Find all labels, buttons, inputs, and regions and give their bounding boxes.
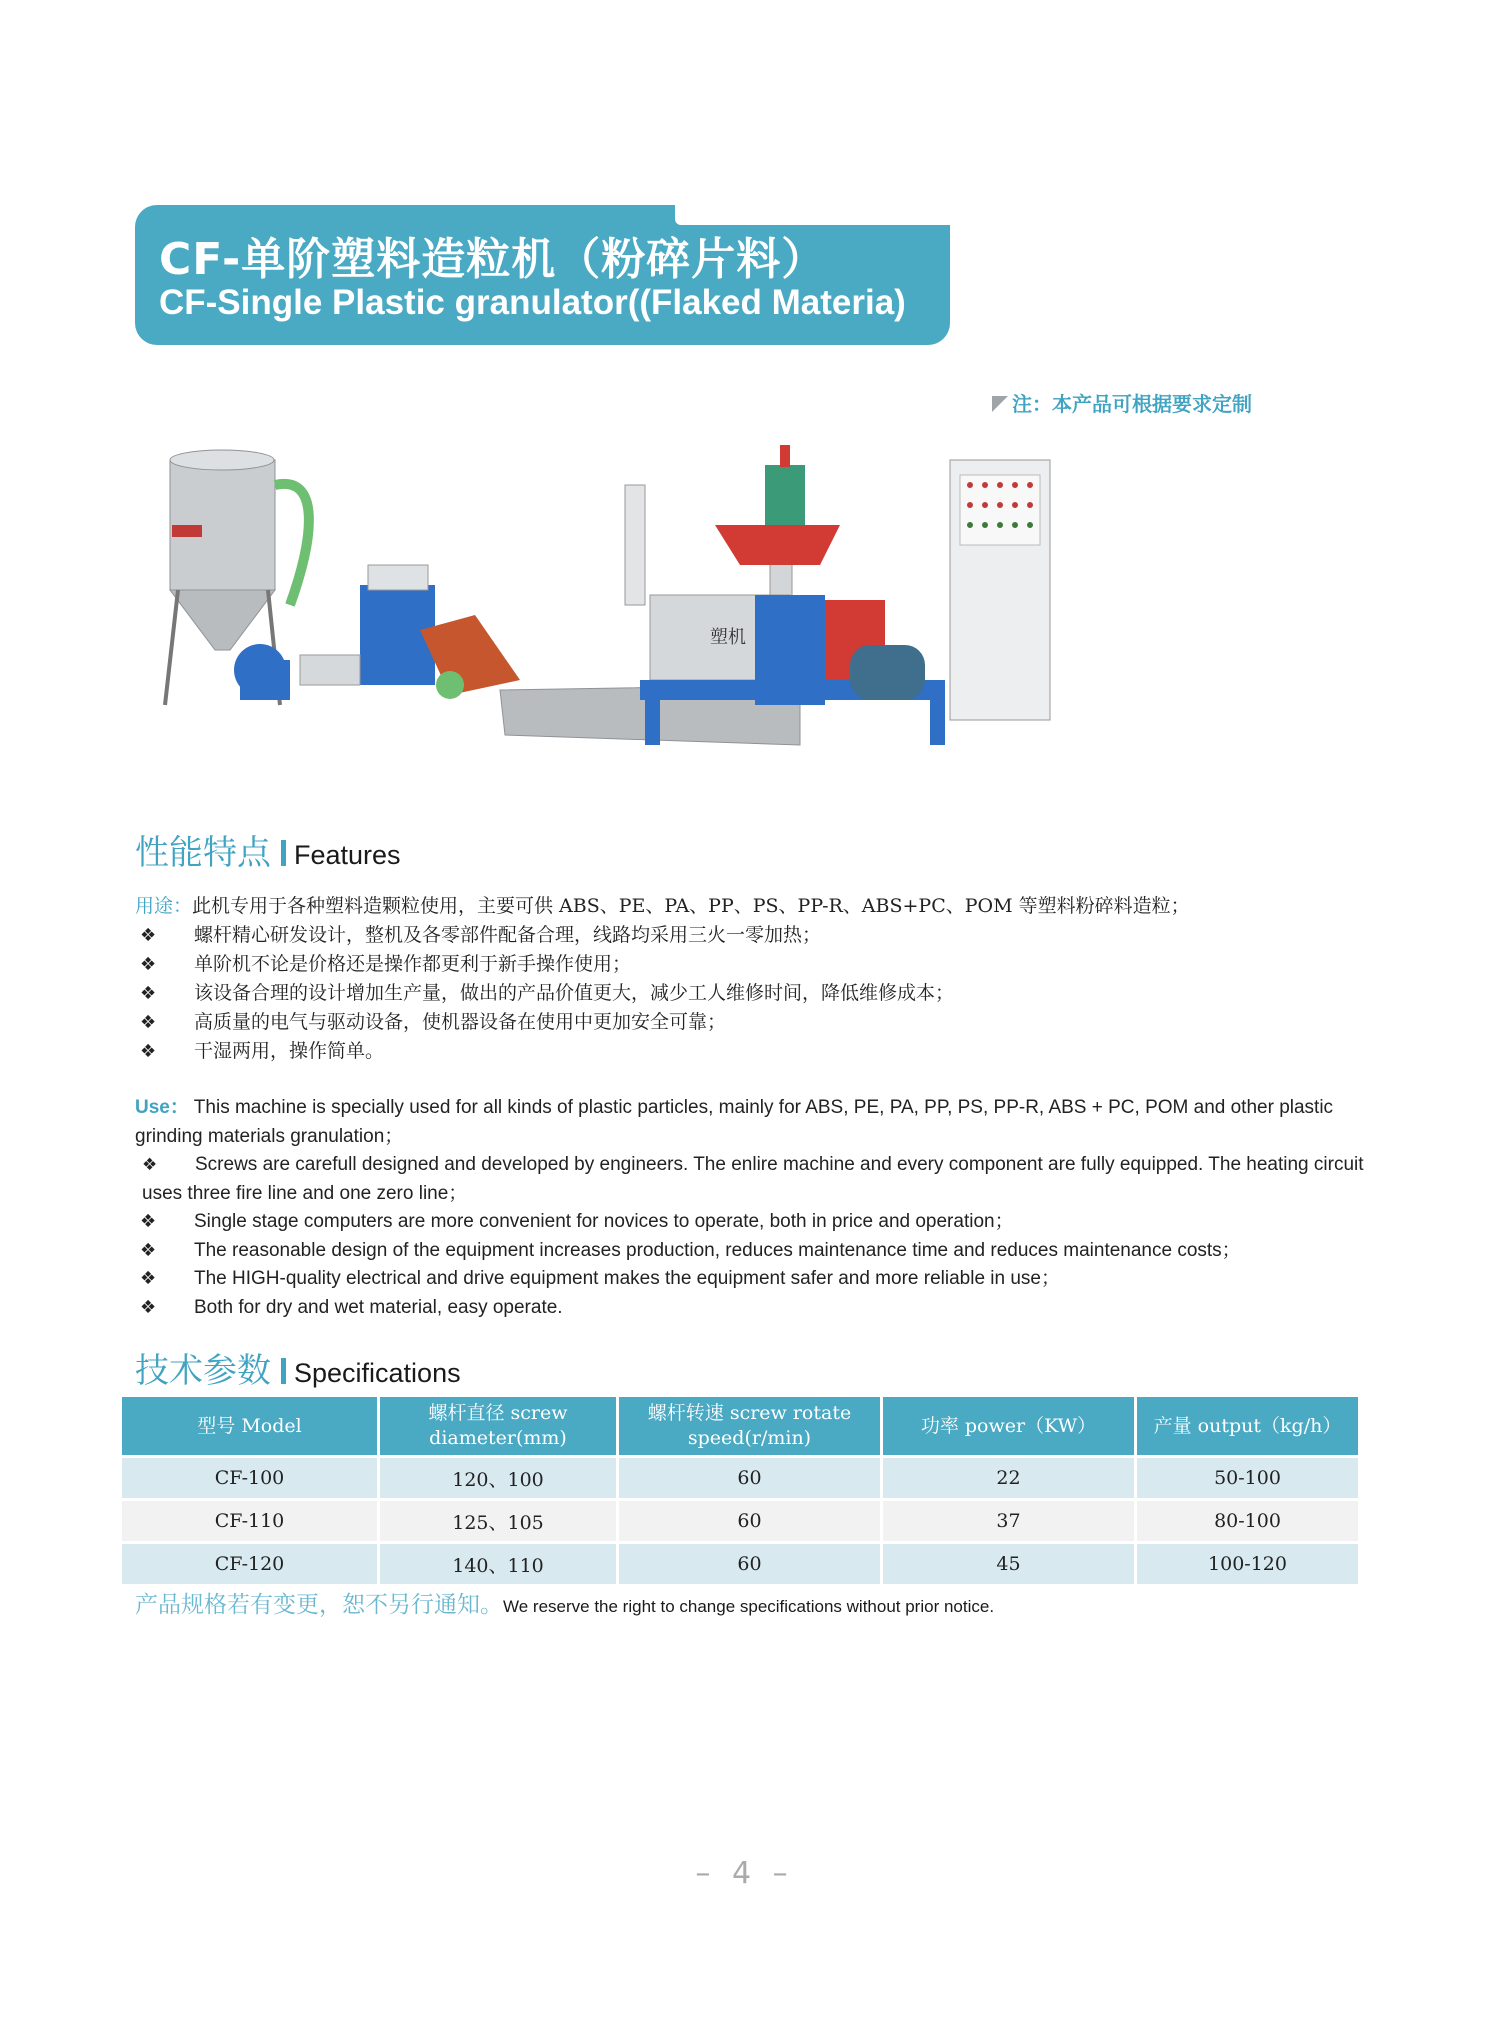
table-header-row (122, 1397, 1358, 1457)
title-banner-notch (675, 203, 952, 225)
bullet-icon: ❖ (140, 983, 157, 1004)
table-row (122, 1500, 1358, 1543)
table-row (122, 1543, 1358, 1585)
bullet-icon: ❖ (140, 1012, 157, 1033)
list-item: ❖ 单阶机不论是价格还是操作都更利于新手操作使用； (135, 950, 1385, 979)
list-item: ❖ Single stage computers are more convenient for novices to operate, both in price and operation； (135, 1208, 1395, 1237)
col-power: 功率 power（KW） (882, 1397, 1136, 1457)
cell: 60 (618, 1457, 882, 1500)
bullet-icon: ❖ (140, 954, 157, 975)
features-heading: 性能特点 Features (135, 833, 401, 873)
machine-label: 塑机 (710, 627, 746, 648)
specifications-heading: 技术参数 Specifications (135, 1351, 461, 1391)
list-item: ❖ Screws are carefull designed and developed by engineers. The enlire machine and every component are fully equipped. The heating circuit uses three fire line and one zero line； (135, 1151, 1395, 1208)
col-output: 产量 output（kg/h） (1136, 1397, 1359, 1457)
bullet-icon: ❖ (140, 1041, 157, 1062)
cell: CF-110 (122, 1500, 379, 1543)
list-item: ❖ The reasonable design of the equipment increases production, reduces maintenance time and reduces maintenance costs； (135, 1237, 1395, 1266)
cell: 125、105 (379, 1500, 618, 1543)
col-screw-speed: 螺杆转速 screw rotate speed(r/min) (618, 1397, 882, 1457)
customization-note: 注：本产品可根据要求定制 (992, 388, 1252, 417)
granulator-machine-illustration (150, 445, 1350, 805)
spec-change-notice: 产品规格若有变更，恕不另行通知。We reserve the right to change specifications without prior notice. (135, 1592, 995, 1618)
title-banner (135, 205, 950, 345)
list-item: ❖ 螺杆精心研发设计，整机及各零部件配备合理，线路均采用三火一零加热； (135, 921, 1385, 950)
heading-divider (281, 1358, 286, 1384)
cell: 140、110 (379, 1543, 618, 1585)
col-model: 型号 Model (122, 1397, 379, 1457)
cell: 50-100 (1136, 1457, 1359, 1500)
bullet-icon: ❖ (140, 1239, 157, 1261)
cell: CF-120 (122, 1543, 379, 1585)
cell: 45 (882, 1543, 1136, 1585)
cell: 60 (618, 1500, 882, 1543)
bullet-icon: ❖ (142, 1155, 158, 1175)
page-number: – 4 – (695, 1856, 794, 1891)
cell: 60 (618, 1543, 882, 1585)
cell: 22 (882, 1457, 1136, 1500)
page-title-en: CF-Single Plastic granulator((Flaked Materia) (159, 283, 906, 322)
list-item: ❖ Both for dry and wet material, easy operate. (135, 1294, 1395, 1323)
bullet-icon: ❖ (140, 925, 157, 946)
cell: 100-120 (1136, 1543, 1359, 1585)
table-row (122, 1457, 1358, 1500)
en-use-line: Use： This machine is specially used for all kinds of plastic particles, mainly for ABS, PE, PA, PP, PS, PP-R, ABS + PC, POM and other plastic grinding materials granulation； (135, 1097, 1334, 1147)
bullet-icon: ❖ (140, 1211, 157, 1232)
list-item: ❖ The HIGH-quality electrical and drive equipment makes the equipment safer and more reliable in use； (135, 1265, 1395, 1294)
col-screw-diameter: 螺杆直径 screw diameter(mm) (379, 1397, 618, 1457)
cell: 80-100 (1136, 1500, 1359, 1543)
list-item: ❖ 该设备合理的设计增加生产量，做出的产品价值更大，减少工人维修时间，降低维修成本； (135, 979, 1385, 1008)
spec-table (122, 1397, 1358, 1584)
cell: 120、100 (379, 1457, 618, 1500)
triangle-icon (992, 396, 1008, 412)
list-item: ❖ 高质量的电气与驱动设备，使机器设备在使用中更加安全可靠； (135, 1008, 1385, 1037)
features-cn (135, 892, 1385, 1066)
list-item: ❖ 干湿两用，操作简单。 (135, 1037, 1385, 1066)
cell: 37 (882, 1500, 1136, 1543)
features-en (135, 1094, 1395, 1322)
page-title-cn: CF-单阶塑料造粒机（粉碎片料） (159, 234, 827, 285)
heading-divider (281, 840, 286, 866)
cn-use-line: 用途：此机专用于各种塑料造颗粒使用，主要可供 ABS、PE、PA、PP、PS、PP-R、ABS+PC、POM 等塑料粉碎料造粒； (135, 895, 1190, 917)
bullet-icon: ❖ (140, 1268, 157, 1289)
cell: CF-100 (122, 1457, 379, 1500)
bullet-icon: ❖ (140, 1296, 157, 1318)
